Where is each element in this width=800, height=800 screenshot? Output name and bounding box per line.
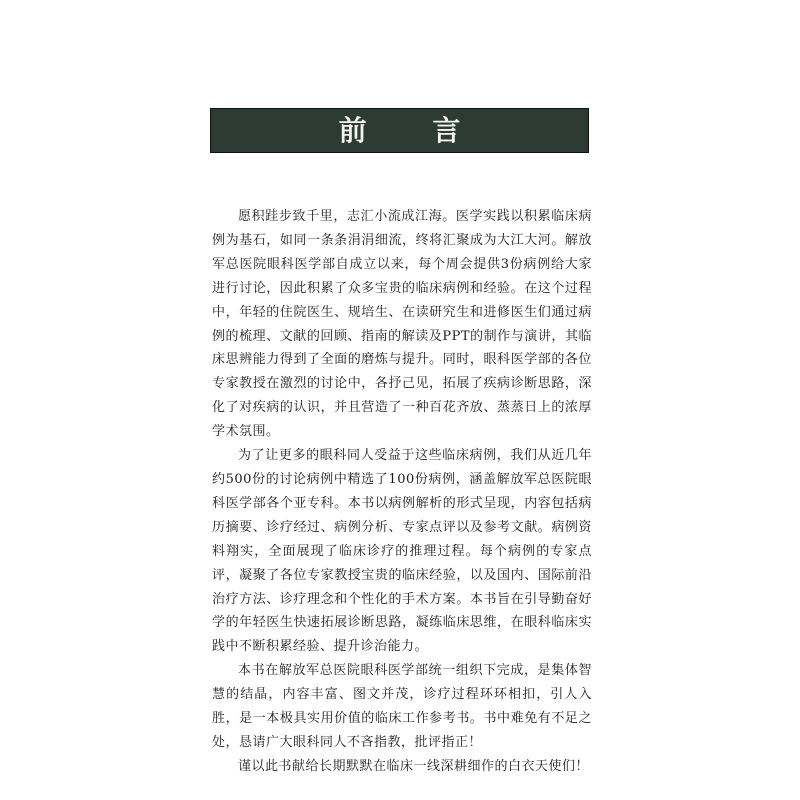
- paragraph-3: 本书在解放军总医院眼科医学部统一组织下完成，是集体智慧的结晶，内容丰富、图文并茂，诊疗过程环环相扣，引人入胜，是一本极具实用价值的临床工作参考书。书中难免有不足之处，恳请广大眼科同人不吝指教，批评指正！: [212, 663, 592, 750]
- paragraph-4: 谨以此书献给长期默默在临床一线深耕细作的白衣天使们！: [238, 758, 590, 774]
- paragraph-2: 为了让更多的眼科同人受益于这些临床病例，我们从近几年约500份的讨论病例中精选了100份病例，涵盖解放军总医院眼科医学部各个亚专科。本书以病例解析的形式呈现，内容包括病历摘要、诊疗经过、病例分析、专家点评以及参考文献。病例资料翔实，全面展现了临床诊疗的推理过程。每个病例的专家点评，凝聚了各位专家教授宝贵的临床经验，以及国内、国际前沿治疗方法、诊疗理念和个性化的手术方案。本书旨在引导勤奋好学的年轻医生快速拓展诊断思路，凝练临床思维，在眼科临床实践中不断积累经验、提升诊治能力。: [212, 448, 592, 655]
- paragraph-1: 愿积跬步致千里，志汇小流成江海。医学实践以积累临床病例为基石，如同一条条涓涓细流，终将汇聚成为大江大河。解放军总医院眼科医学部自成立以来，每个周会提供3份病例给大家进行讨论，因此积累了众多宝贵的临床病例和经验。在这个过程中，年轻的住院医生、规培生、在读研究生和进修医生们通过病例的梳理、文献的回顾、指南的解读及PPT的制作与演讲，其临床思辨能力得到了全面的磨炼与提升。同时，眼科医学部的各位专家教授在激烈的讨论中，各抒己见，拓展了疾病诊断思路，深化了对疾病的认识，并且营造了一种百花齐放、蒸蒸日上的浓厚学术氛围。: [212, 209, 592, 440]
- page-title: 前 言: [338, 113, 489, 147]
- heading-banner: [210, 108, 589, 153]
- preface-body: [212, 205, 592, 779]
